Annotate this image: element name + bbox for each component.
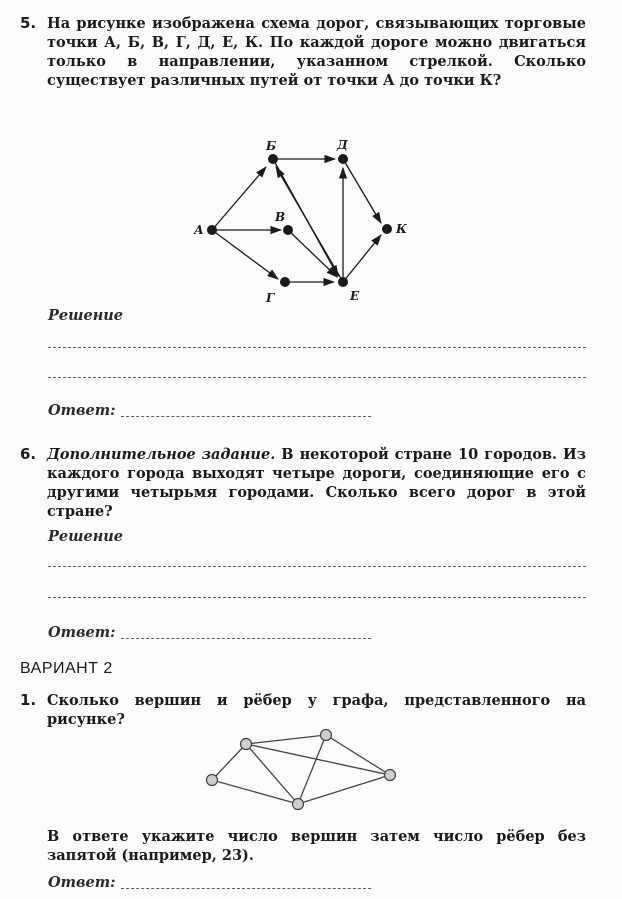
vertex-4	[293, 799, 304, 810]
task-1-instruction	[47, 827, 586, 865]
task-5-solution-line-2[interactable]	[48, 377, 586, 378]
task-6-number: 6.	[20, 445, 37, 463]
task-6-answer-field[interactable]	[121, 638, 371, 639]
edge-e-k	[343, 235, 381, 282]
vertex-b	[268, 154, 278, 164]
task-5-answer-label: Ответ:	[48, 402, 116, 419]
edge-7	[212, 780, 298, 804]
vertex-k	[382, 224, 392, 234]
task-6-text	[47, 445, 586, 521]
vertex-2	[321, 730, 332, 741]
edge-4	[246, 744, 390, 775]
task-6-title: Дополнительное задание.	[47, 446, 276, 463]
task-1-answer-field[interactable]	[121, 888, 371, 889]
label-d: Д	[337, 138, 348, 152]
edge-d-k	[343, 159, 381, 223]
task-5-solution-label: Решение	[48, 307, 124, 324]
label-g: Г	[266, 291, 275, 305]
edge-8	[298, 775, 390, 804]
label-a: А	[194, 223, 204, 237]
vertex-g	[280, 277, 290, 287]
task-6-answer-label: Ответ:	[48, 624, 116, 641]
task-5-solution-line-1[interactable]	[48, 347, 586, 348]
task-1-number: 1.	[20, 691, 37, 709]
task-5-answer	[48, 402, 371, 419]
edge-a-b	[212, 167, 266, 230]
label-k: К	[396, 222, 407, 236]
edge-e-b	[276, 167, 343, 282]
vertex-3	[207, 775, 218, 786]
task-6-solution-line-1[interactable]	[48, 566, 586, 567]
edge-6	[326, 735, 390, 775]
task-5-text: На рисунке изображена схема дорог, связывающих торговые точки А, Б, В, Г, Д, Е, К. По каждой дороге можно двигаться только в направлении, указанном стрелкой. Сколько существует различных путей от точки А до точки К?	[47, 15, 586, 89]
task-6-body: В некоторой стране 10 городов. Из каждого города выходят четыре дороги, соединяющие его с другими четырьмя городами. Сколько всего дорог в этой стране?	[47, 446, 587, 520]
edge-2	[212, 744, 246, 780]
task-1-answer	[48, 874, 371, 891]
label-b: Б	[266, 139, 277, 153]
label-v: В	[275, 210, 286, 224]
vertex-a	[207, 225, 217, 235]
task-5-number: 5.	[20, 14, 37, 32]
vertex-v	[283, 225, 293, 235]
vertex-d	[338, 154, 348, 164]
vertex-5	[385, 770, 396, 781]
task-5-road-graph	[0, 0, 622, 320]
task-5-answer-field[interactable]	[121, 416, 371, 417]
task-6-answer	[48, 624, 371, 641]
task-1-instruction-text: В ответе укажите число вершин затем число рёбер без запятой (например, 23).	[47, 828, 586, 864]
task-1-text: Сколько вершин и рёбер у графа, представленного на рисунке?	[47, 692, 586, 728]
edge-5	[298, 735, 326, 804]
edge-a-g	[212, 230, 278, 279]
task-1-graph	[0, 720, 622, 820]
task-6-solution-label: Решение	[48, 528, 124, 545]
vertex-e	[338, 277, 348, 287]
edge-1	[246, 735, 326, 744]
edge-v-e	[288, 230, 337, 277]
task-1-answer-label: Ответ:	[48, 874, 116, 891]
vertex-1	[241, 739, 252, 750]
task-6	[20, 445, 586, 521]
variant-title: ВАРИАНТ 2	[20, 660, 113, 677]
task-6-solution-line-2[interactable]	[48, 597, 586, 598]
label-e: Е	[350, 289, 360, 303]
